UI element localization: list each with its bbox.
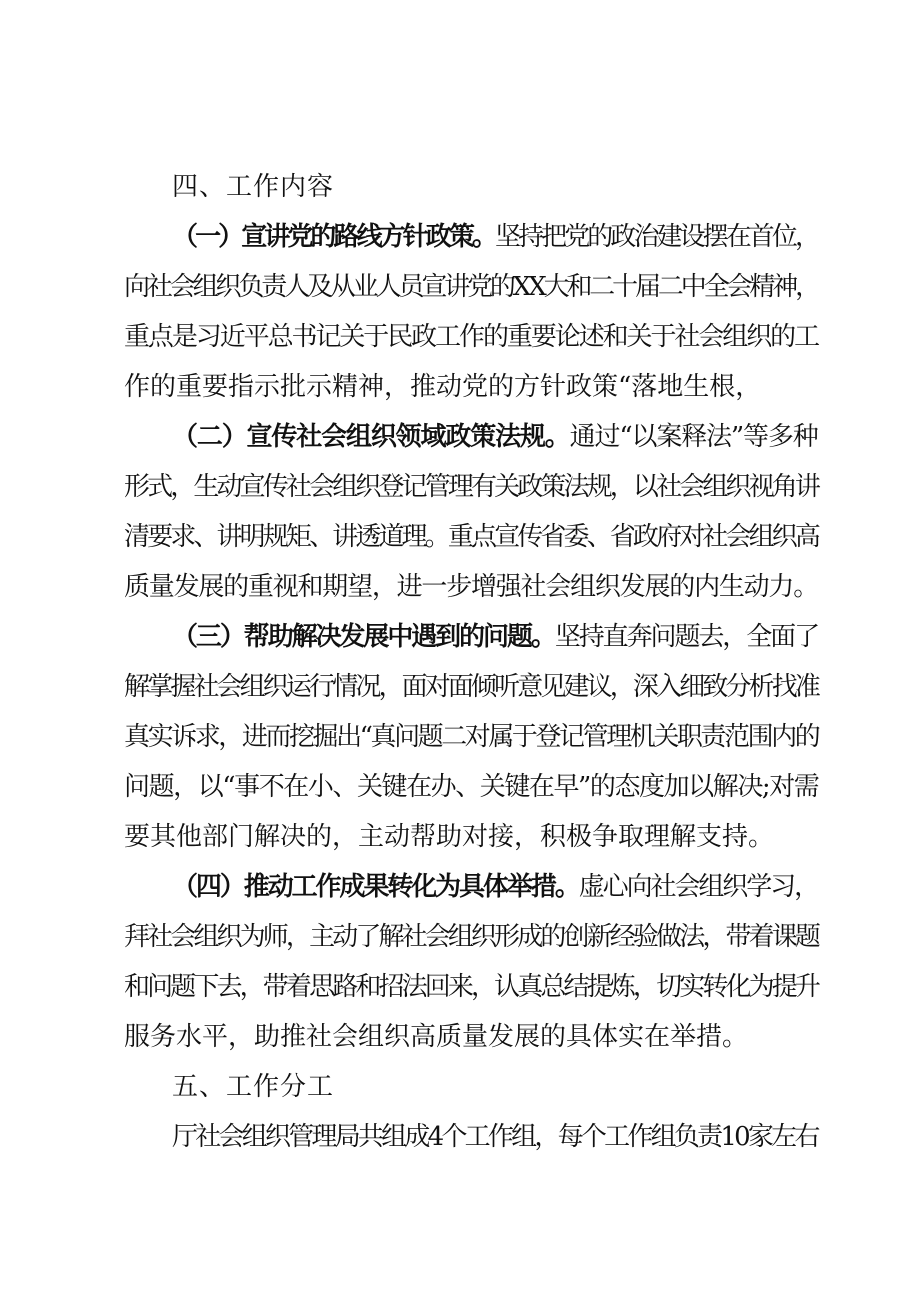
section-heading-4: 四、工作内容 xyxy=(172,172,335,202)
paragraph-2-line-4: 质量发展的重视和期望，进一步增强社会组织发展的内生动力。 xyxy=(124,572,819,602)
paragraph-3-text: 坚持直奔问题去，全面了 xyxy=(554,622,819,652)
paragraph-5-line-1: 厅社会组织管理局共组成4个工作组，每个工作组负责10家左右 xyxy=(172,1122,818,1152)
paragraph-2-line-3: 清要求、讲明规矩、讲透道理。重点宣传省委、省政府对社会组织高 xyxy=(124,522,819,552)
paragraph-2-text: 通过“以案释法”等多种 xyxy=(569,422,818,452)
paragraph-3-lead: （三）帮助解决发展中遇到的问题。 xyxy=(172,622,555,652)
paragraph-4-line-4: 服务水平，助推社会组织高质量发展的具体实在举措。 xyxy=(124,1022,749,1052)
paragraph-3-line-5: 要其他部门解决的，主动帮助对接，积极争取理解支持。 xyxy=(124,822,775,852)
paragraph-4-text: 虚心向社会组织学习， xyxy=(578,872,819,902)
paragraph-2-line-1 xyxy=(172,422,818,452)
paragraph-3-line-4: 问题，以“事不在小、关键在办、关键在早”的态度加以解决;对需 xyxy=(124,772,819,802)
paragraph-1-line-1 xyxy=(172,222,818,252)
paragraph-1-lead: （一）宣讲党的路线方针政策。 xyxy=(172,222,496,252)
paragraph-4-line-2: 拜社会组织为师，主动了解社会组织形成的创新经验做法，带着课题 xyxy=(124,922,819,952)
paragraph-4-lead: （四）推动工作成果转化为具体举措。 xyxy=(172,872,579,902)
paragraph-4-line-3: 和问题下去，带着思路和招法回来，认真总结提炼，切实转化为提升 xyxy=(124,972,819,1002)
paragraph-3-line-2: 解掌握社会组织运行情况，面对面倾听意见建议，深入细致分析找准 xyxy=(124,672,819,702)
paragraph-1-line-2: 向社会组织负责人及从业人员宣讲党的XX大和二十届二中全会精神， xyxy=(124,272,819,302)
paragraph-3-line-1 xyxy=(172,622,818,652)
paragraph-1-line-3: 重点是习近平总书记关于民政工作的重要论述和关于社会组织的工 xyxy=(124,322,819,352)
paragraph-4-line-1 xyxy=(172,872,818,902)
paragraph-1-line-4: 作的重要指示批示精神，推动党的方针政策“落地生根， xyxy=(124,372,762,402)
section-heading-5: 五、工作分工 xyxy=(172,1072,335,1102)
paragraph-2-line-2: 形式，生动宣传社会组织登记管理有关政策法规，以社会组织视角讲 xyxy=(124,472,819,502)
paragraph-1-text: 坚持把党的政治建设摆在首位， xyxy=(495,222,819,252)
paragraph-3-line-3: 真实诉求，进而挖掘出“真问题二对属于登记管理机关职责范围内的 xyxy=(124,722,819,752)
paragraph-2-lead: （二）宣传社会组织领域政策法规。 xyxy=(172,422,570,452)
